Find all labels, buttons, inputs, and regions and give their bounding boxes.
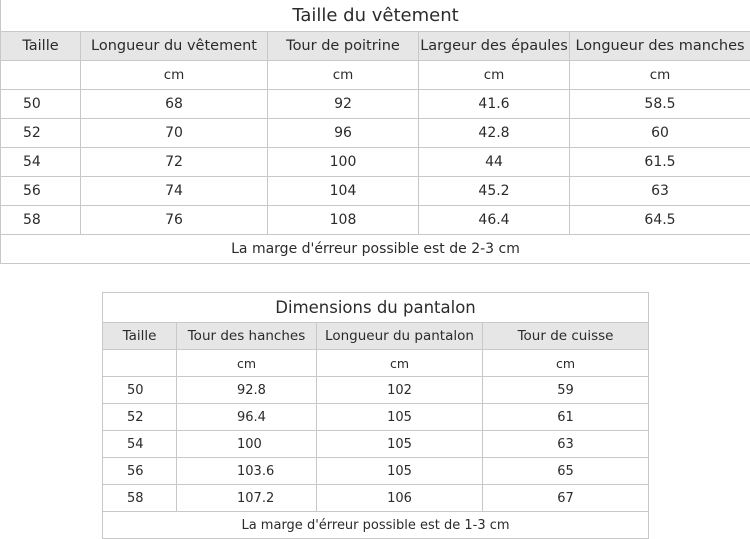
table-row	[1, 90, 750, 119]
data-cell: 108	[268, 206, 419, 235]
size-cell: 58	[103, 485, 177, 512]
header-cell: Tour des hanches	[177, 323, 317, 350]
size-cell: 52	[1, 119, 81, 148]
header-cell: Longueur du vêtement	[81, 32, 268, 61]
data-cell: 60	[570, 119, 750, 148]
data-cell: 67	[483, 485, 649, 512]
data-cell: 70	[81, 119, 268, 148]
pants-error-note: La marge d'érreur possible est de 1-3 cm	[103, 512, 649, 539]
unit-cell: cm	[177, 350, 317, 377]
data-cell: 96	[268, 119, 419, 148]
table-row	[103, 458, 649, 485]
data-cell: 105	[317, 431, 483, 458]
unit-cell: cm	[483, 350, 649, 377]
data-cell: 46.4	[419, 206, 570, 235]
data-cell: 92.8	[177, 377, 317, 404]
clothing-error-note: La marge d'érreur possible est de 2-3 cm	[1, 235, 750, 264]
size-cell: 58	[1, 206, 81, 235]
header-cell: Tour de poitrine	[268, 32, 419, 61]
unit-cell	[1, 61, 81, 90]
size-cell: 50	[1, 90, 81, 119]
data-cell: 63	[483, 431, 649, 458]
clothing-table-title: Taille du vêtement	[1, 0, 750, 32]
unit-cell: cm	[268, 61, 419, 90]
size-cell: 54	[103, 431, 177, 458]
header-cell: Taille	[1, 32, 81, 61]
data-cell: 74	[81, 177, 268, 206]
data-cell: 72	[81, 148, 268, 177]
data-cell: 65	[483, 458, 649, 485]
data-cell: 45.2	[419, 177, 570, 206]
header-cell: Longueur du pantalon	[317, 323, 483, 350]
size-cell: 52	[103, 404, 177, 431]
data-cell: 42.8	[419, 119, 570, 148]
table-row	[103, 485, 649, 512]
pants-size-table	[102, 292, 649, 539]
clothing-header-row	[1, 32, 750, 61]
table-row	[103, 404, 649, 431]
size-cell: 54	[1, 148, 81, 177]
data-cell: 107.2	[177, 485, 317, 512]
data-cell: 96.4	[177, 404, 317, 431]
size-cell: 56	[1, 177, 81, 206]
data-cell: 100	[177, 431, 317, 458]
table-row	[1, 177, 750, 206]
header-cell: Tour de cuisse	[483, 323, 649, 350]
data-cell: 102	[317, 377, 483, 404]
header-cell: Largeur des épaules	[419, 32, 570, 61]
data-cell: 105	[317, 404, 483, 431]
header-cell: Longueur des manches	[570, 32, 750, 61]
data-cell: 106	[317, 485, 483, 512]
data-cell: 41.6	[419, 90, 570, 119]
data-cell: 58.5	[570, 90, 750, 119]
pants-table-title: Dimensions du pantalon	[103, 293, 649, 323]
data-cell: 105	[317, 458, 483, 485]
unit-cell: cm	[570, 61, 750, 90]
clothing-unit-row	[1, 61, 750, 90]
pants-unit-row	[103, 350, 649, 377]
table-row	[103, 377, 649, 404]
table-row	[1, 148, 750, 177]
pants-header-row	[103, 323, 649, 350]
clothing-size-table	[0, 0, 750, 264]
data-cell: 76	[81, 206, 268, 235]
table-row	[103, 431, 649, 458]
data-cell: 68	[81, 90, 268, 119]
data-cell: 59	[483, 377, 649, 404]
table-row	[1, 119, 750, 148]
unit-cell: cm	[317, 350, 483, 377]
data-cell: 103.6	[177, 458, 317, 485]
table-row	[1, 206, 750, 235]
size-cell: 56	[103, 458, 177, 485]
unit-cell: cm	[419, 61, 570, 90]
data-cell: 64.5	[570, 206, 750, 235]
header-cell: Taille	[103, 323, 177, 350]
data-cell: 61.5	[570, 148, 750, 177]
size-cell: 50	[103, 377, 177, 404]
data-cell: 100	[268, 148, 419, 177]
data-cell: 61	[483, 404, 649, 431]
data-cell: 63	[570, 177, 750, 206]
data-cell: 104	[268, 177, 419, 206]
data-cell: 92	[268, 90, 419, 119]
unit-cell	[103, 350, 177, 377]
unit-cell: cm	[81, 61, 268, 90]
data-cell: 44	[419, 148, 570, 177]
